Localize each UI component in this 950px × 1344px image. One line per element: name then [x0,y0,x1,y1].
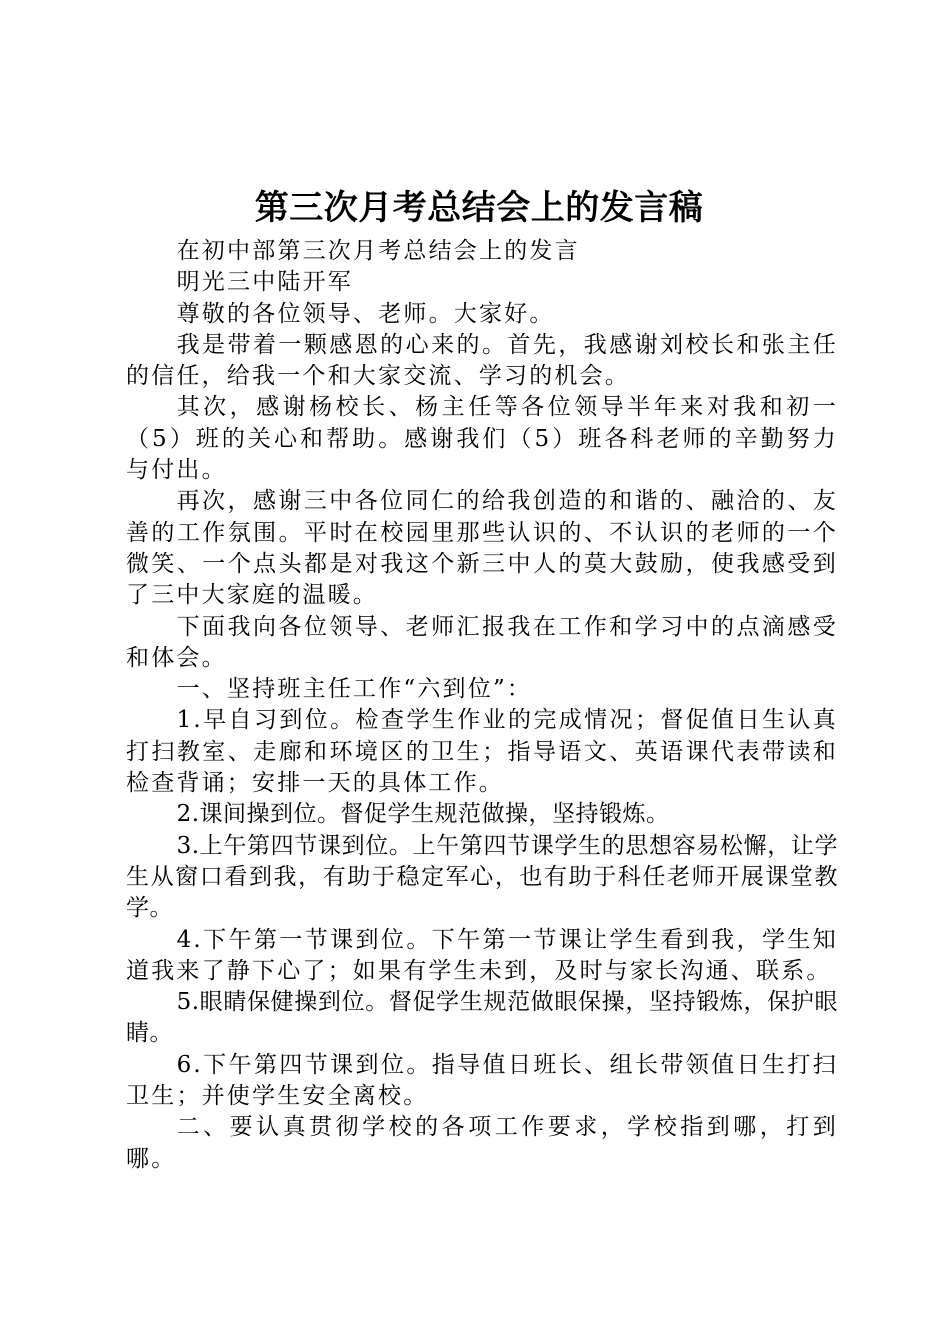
paragraph-item-2: 2.课间操到位。督促学生规范做操，坚持锻炼。 [176,801,670,828]
paragraph-item-4: 4.下午第一节课到位。下午第一节课让学生看到我，学生知道我来了静下心了；如果有学生未到，及时与家长沟通、联系。 [126,926,838,984]
paragraph-section-two-heading: 二、要认真贯彻学校的各项工作要求，学校指到哪，打到哪。 [126,1114,838,1172]
document-body [126,236,838,1175]
paragraph-heading-line: 在初中部第三次月考总结会上的发言 [176,238,580,264]
document-title: 第三次月考总结会上的发言稿 [254,188,704,228]
paragraph-report-intro: 下面我向各位领导、老师汇报我在工作和学习中的点滴感受和体会。 [126,613,838,671]
paragraph-item-1: 1.早自习到位。检查学生作业的完成情况；督促值日生认真打扫教室、走廊和环境区的卫生；指导语文、英语课代表带读和检查背诵；安排一天的具体工作。 [126,707,838,797]
paragraph-item-6: 6.下午第四节课到位。指导值日班长、组长带领值日生打扫卫生；并使学生安全离校。 [126,1051,838,1110]
paragraph-gratitude-third: 再次，感谢三中各位同仁的给我创造的和谐的、融洽的、友善的工作氛围。平时在校园里那些认识的、不认识的老师的一个微笑、一个点头都是对我这个新三中人的莫大鼓励，使我感受到了三中大家庭的温暖。 [126,488,838,609]
paragraph-gratitude-first: 我是带着一颗感恩的心来的。首先，我感谢刘校长和张主任的信任，给我一个和大家交流、学习的机会。 [126,331,838,390]
paragraph-item-5: 5.眼睛保健操到位。督促学生规范做眼保操，坚持锻炼，保护眼睛。 [126,989,838,1047]
paragraph-greeting: 尊敬的各位领导、老师。大家好。 [176,300,555,327]
paragraph-item-3: 3.上午第四节课到位。上午第四节课学生的思想容易松懈，让学生从窗口看到我，有助于稳定军心，也有助于科任老师开展课堂教学。 [126,832,838,922]
paragraph-gratitude-second: 其次，感谢杨校长、杨主任等各位领导半年来对我和初一（5）班的关心和帮助。感谢我们（5）班各科老师的辛勤努力与付出。 [126,394,838,484]
paragraph-author: 明光三中陆开军 [176,269,353,296]
paragraph-section-one-heading: 一、坚持班主任工作“六到位”： [176,676,533,703]
